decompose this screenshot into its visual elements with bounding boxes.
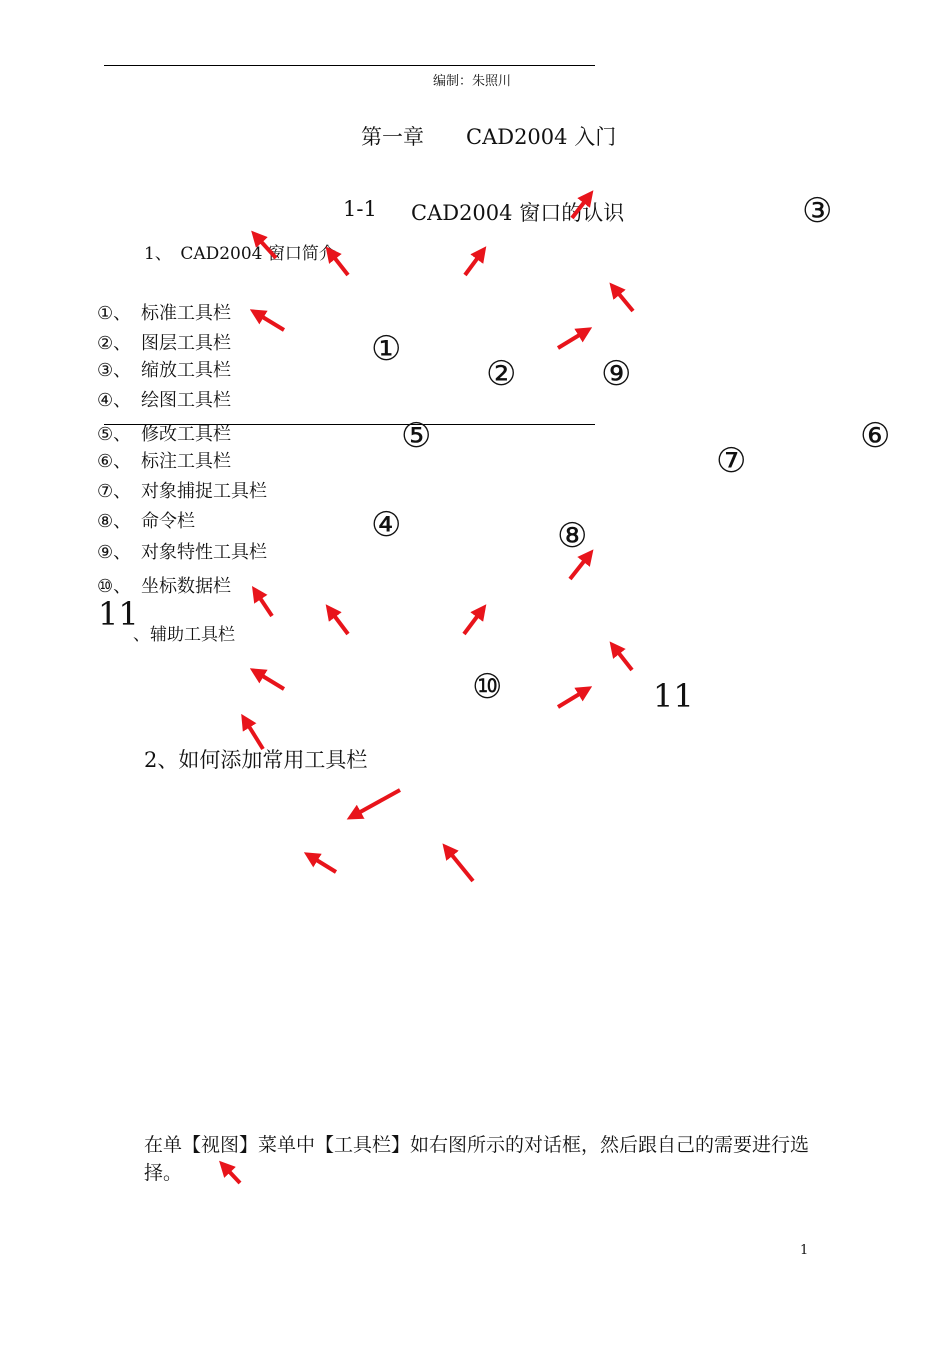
arrow-icon bbox=[224, 1166, 240, 1183]
list-label: 标注工具栏 bbox=[141, 451, 231, 472]
list-item bbox=[97, 538, 267, 564]
list-number: ①、 bbox=[97, 303, 132, 324]
list-label: 标准工具栏 bbox=[141, 303, 231, 324]
arrow-icon bbox=[310, 856, 336, 872]
list-number: ⑥、 bbox=[97, 451, 132, 472]
list-label: 缩放工具栏 bbox=[141, 360, 231, 381]
arrow-icon bbox=[464, 610, 482, 634]
list-label: 命令栏 bbox=[141, 511, 195, 532]
section-number: 1-1 bbox=[343, 197, 377, 221]
editor-credit: 编制：朱照川 bbox=[433, 74, 512, 89]
list-number-11: 11 bbox=[98, 595, 139, 633]
list-number: ④、 bbox=[97, 390, 132, 411]
callout-1: ① bbox=[371, 329, 402, 369]
list-label: 对象捕捉工具栏 bbox=[141, 481, 267, 502]
arrow-icon bbox=[256, 672, 284, 689]
callout-11: 11 bbox=[653, 677, 694, 715]
callout-10: ⑩ bbox=[472, 667, 503, 707]
subsection-add-toolbar: 2、如何添加常用工具栏 bbox=[144, 748, 368, 772]
arrow-icon bbox=[256, 592, 272, 616]
arrow-icon bbox=[465, 252, 482, 275]
list-number: ②、 bbox=[97, 333, 132, 354]
arrow-icon bbox=[330, 610, 348, 634]
callout-3: ③ bbox=[802, 191, 833, 231]
arrow-icon bbox=[353, 790, 400, 816]
list-item bbox=[97, 299, 231, 325]
list-label: 绘图工具栏 bbox=[141, 390, 231, 411]
list-number: ⑩、 bbox=[97, 576, 132, 597]
list-number: ⑦、 bbox=[97, 481, 132, 502]
callout-2: ② bbox=[486, 354, 517, 394]
arrow-icon bbox=[558, 690, 586, 707]
callout-7: ⑦ bbox=[716, 441, 747, 481]
arrow-icon bbox=[447, 849, 473, 881]
list-item bbox=[97, 356, 231, 382]
list-label: 坐标数据栏 bbox=[141, 576, 231, 597]
callout-4: ④ bbox=[371, 505, 402, 545]
arrow-icon bbox=[256, 313, 284, 330]
callout-6: ⑥ bbox=[860, 416, 891, 456]
list-number: ⑤、 bbox=[97, 424, 132, 445]
callout-8: ⑧ bbox=[557, 516, 588, 556]
instruction-line-2: 择。 bbox=[144, 1162, 183, 1184]
list-item bbox=[97, 386, 231, 412]
list-label: 对象特性工具栏 bbox=[141, 542, 267, 563]
arrow-group bbox=[224, 196, 633, 1183]
arrow-icon bbox=[614, 647, 632, 670]
list-item bbox=[97, 477, 267, 503]
list-item bbox=[97, 329, 231, 355]
arrow-icon bbox=[558, 331, 586, 348]
list-item bbox=[97, 507, 195, 533]
header-rule bbox=[104, 65, 595, 66]
arrow-icon bbox=[614, 288, 633, 311]
list-label: 修改工具栏 bbox=[141, 424, 231, 445]
callout-5: ⑤ bbox=[401, 416, 432, 456]
instruction-line-1: 在单【视图】菜单中【工具栏】如右图所示的对话框，然后跟自己的需要进行选 bbox=[144, 1134, 810, 1156]
list-number: ⑧、 bbox=[97, 511, 132, 532]
list-number: ⑨、 bbox=[97, 542, 132, 563]
list-number: ③、 bbox=[97, 360, 132, 381]
callout-9: ⑨ bbox=[601, 354, 632, 394]
list-label-11: 、辅助工具栏 bbox=[133, 625, 235, 645]
arrow-icon bbox=[570, 555, 589, 579]
list-item bbox=[97, 420, 231, 446]
page-number: 1 bbox=[800, 1243, 809, 1258]
list-item bbox=[97, 447, 231, 473]
chapter-title: 第一章 CAD2004 入门 bbox=[361, 125, 617, 149]
section-title: CAD2004 窗口的认识 bbox=[411, 201, 625, 225]
subsection-window-intro: 1、 CAD2004 窗口简介 bbox=[144, 244, 336, 264]
list-label: 图层工具栏 bbox=[141, 333, 231, 354]
